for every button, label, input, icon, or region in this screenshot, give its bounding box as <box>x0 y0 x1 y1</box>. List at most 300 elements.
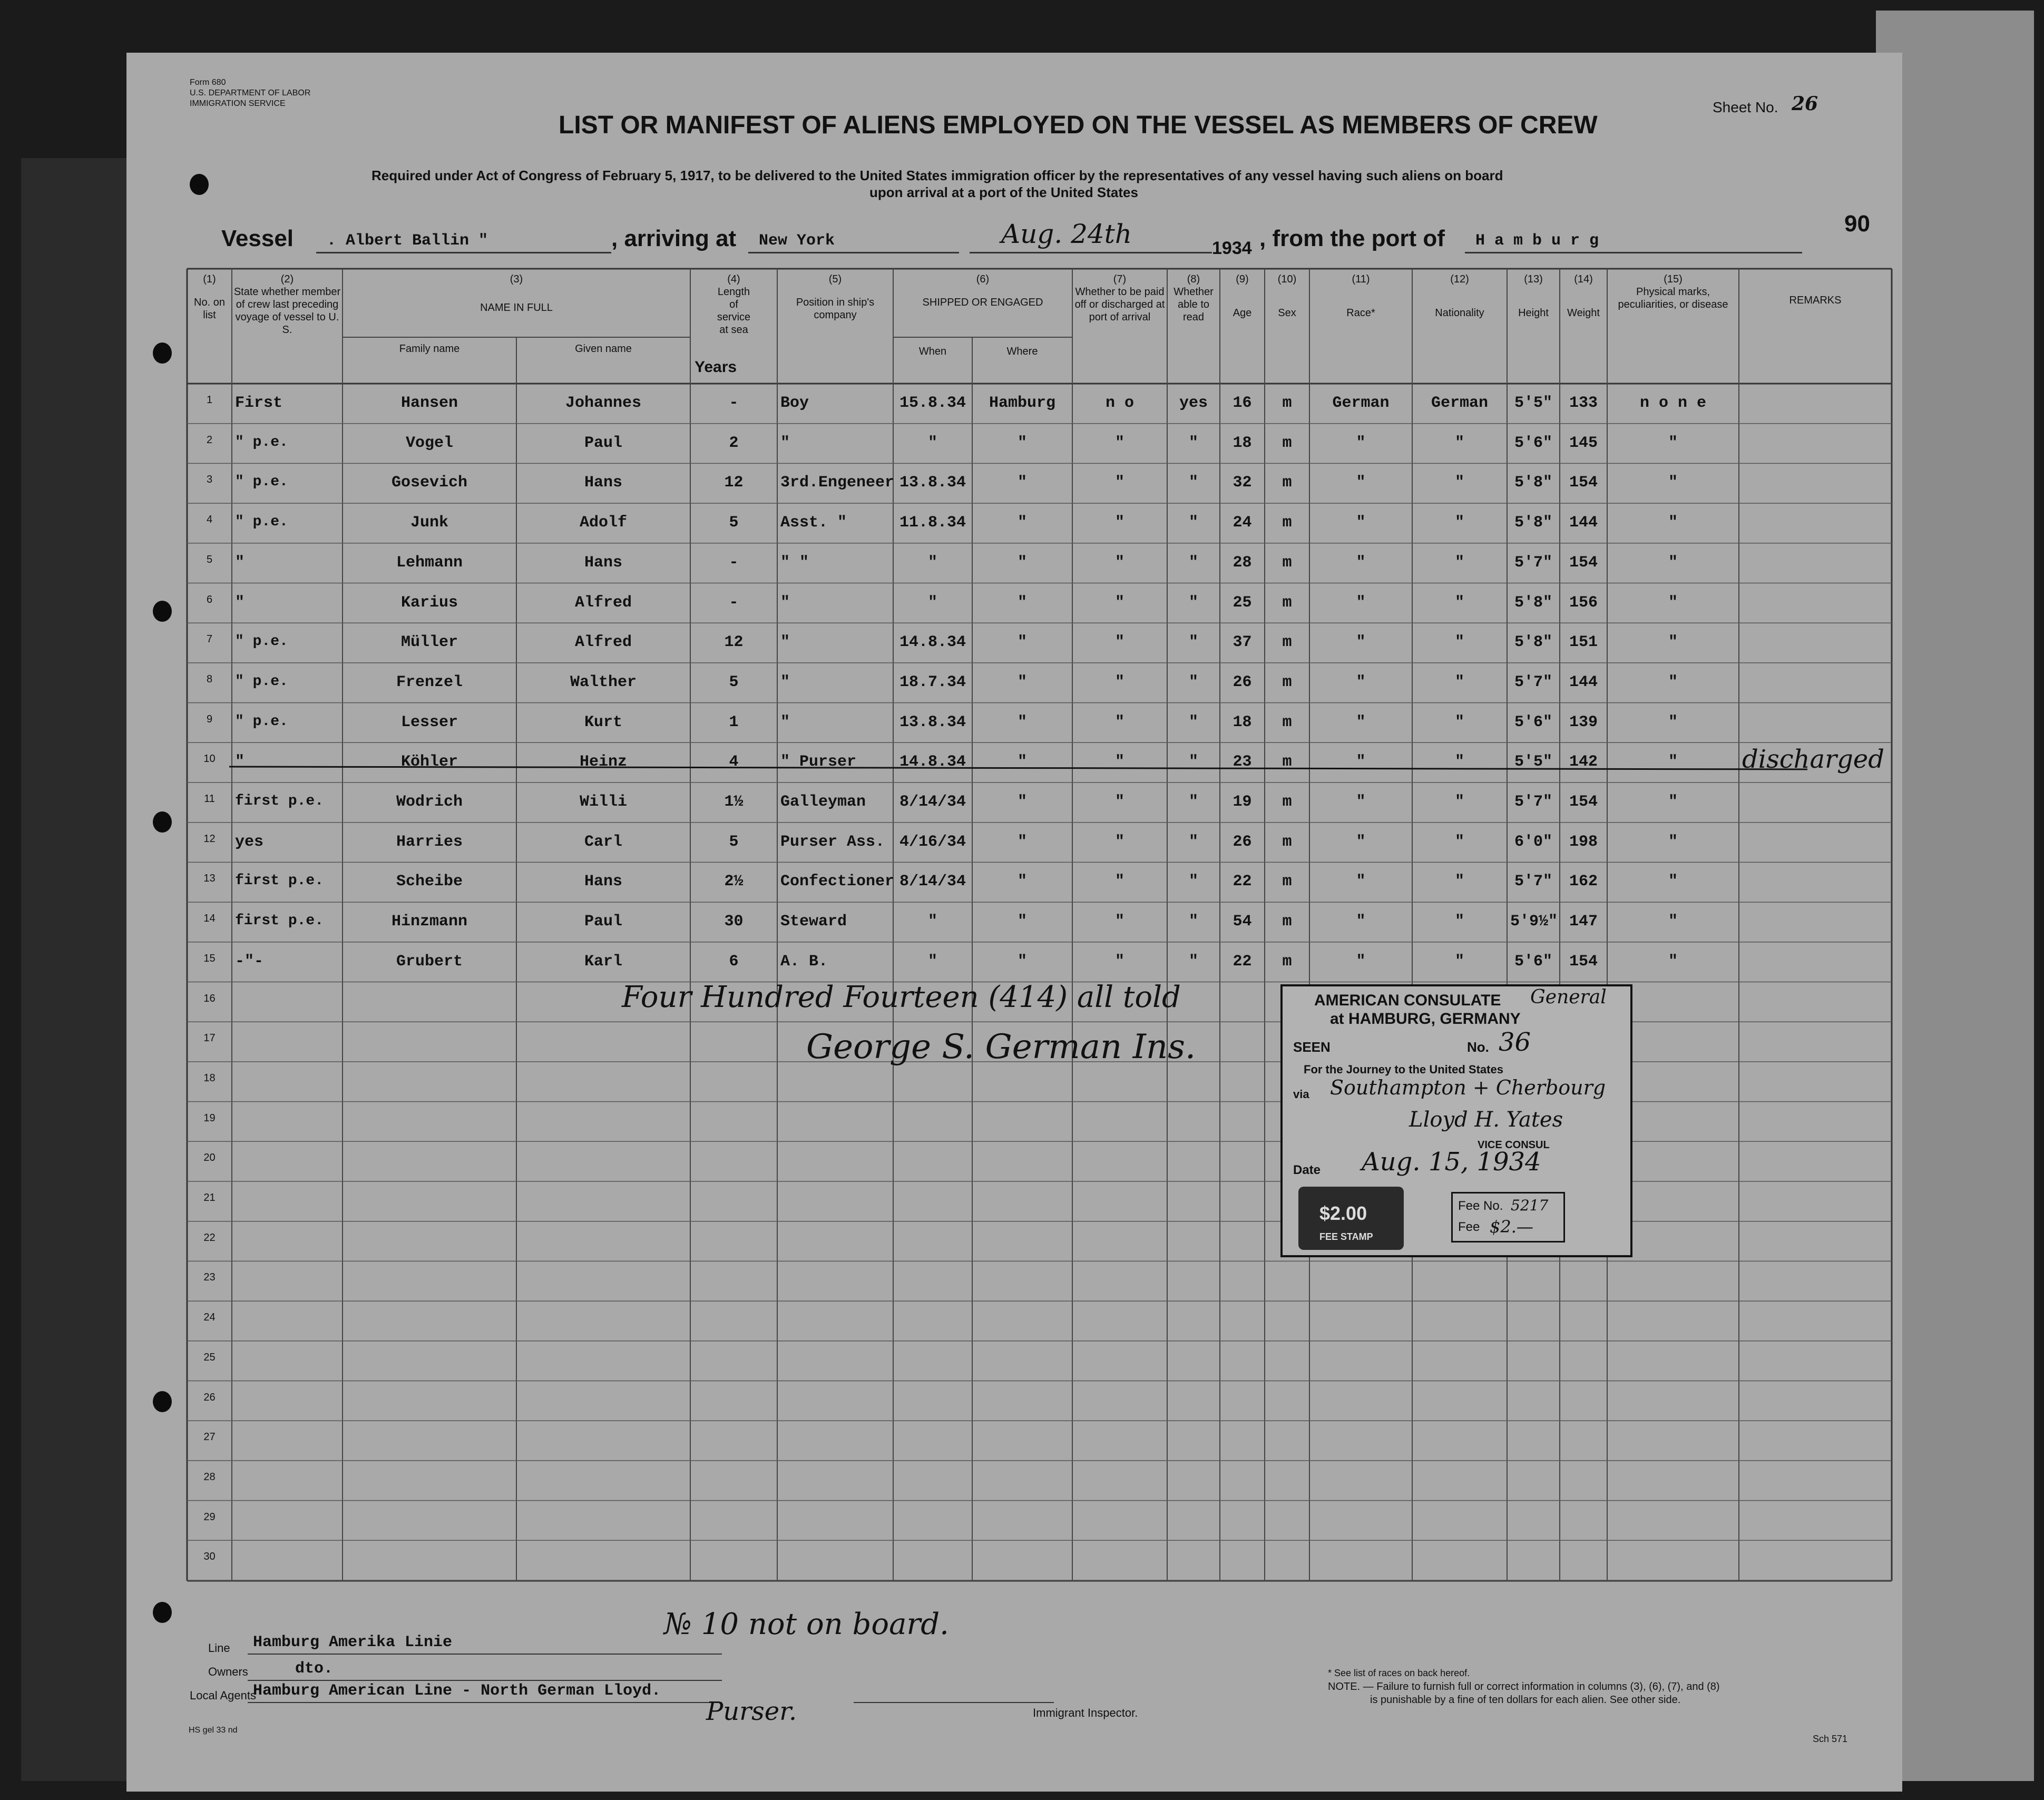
col-header-family-name: Family name <box>399 343 460 355</box>
cell-position: Boy <box>780 394 809 412</box>
cell-sex: m <box>1282 833 1292 851</box>
cell-where: " <box>1017 434 1027 452</box>
printer-code: HS gel 33 nd <box>189 1726 238 1735</box>
cell-years: 5 <box>729 833 739 851</box>
cell-marks: " <box>1668 593 1678 612</box>
cell-sex: m <box>1282 952 1292 971</box>
cell-no: 6 <box>206 593 213 605</box>
line-underline <box>248 1654 722 1655</box>
cell-sex: m <box>1282 913 1292 931</box>
cell-weight: 198 <box>1569 833 1598 851</box>
cell-read: " <box>1188 833 1198 851</box>
cell-no: 19 <box>203 1112 216 1124</box>
col-header-no: (1) No. on list <box>194 273 225 321</box>
cell-when: 14.8.34 <box>899 753 966 771</box>
cell-no: 9 <box>206 713 213 725</box>
via-route: Southampton + Cherbourg <box>1330 1076 1606 1099</box>
cell-family: Köhler <box>400 753 458 771</box>
cell-read: " <box>1188 593 1198 612</box>
cell-when: 11.8.34 <box>899 514 966 532</box>
col-header-age: (9) Age <box>1233 273 1252 319</box>
cell-given: Willi <box>579 793 627 811</box>
cell-weight: 142 <box>1569 753 1598 771</box>
fee-box <box>1451 1192 1565 1243</box>
cell-sex: m <box>1282 553 1292 572</box>
col-header-shipped: (6) SHIPPED OR ENGAGED <box>922 273 1043 308</box>
cell-when: " <box>927 553 937 572</box>
cell-race: " <box>1356 753 1366 771</box>
col-header-remarks: REMARKS <box>1789 295 1842 306</box>
from-port-label: , from the port of <box>1259 226 1445 251</box>
vessel-label: Vessel <box>221 226 294 251</box>
cell-height: 5'6" <box>1514 434 1552 452</box>
cell-years: 2½ <box>724 873 744 891</box>
cell-given: Adolf <box>579 514 627 532</box>
cell-when: 18.7.34 <box>899 673 966 691</box>
cell-prev: -"- <box>235 952 264 971</box>
shipping-line: Hamburg Amerika Linie <box>253 1633 453 1651</box>
cell-when: 8/14/34 <box>899 873 966 891</box>
cell-no: 15 <box>203 952 216 964</box>
years-unit: Years <box>695 358 737 376</box>
cell-paid: " <box>1114 593 1124 612</box>
cell-race: " <box>1356 593 1366 612</box>
cell-nat: " <box>1454 952 1464 971</box>
cell-no: 4 <box>206 514 213 526</box>
cell-paid: " <box>1114 553 1124 572</box>
cell-marks: " <box>1668 673 1678 691</box>
cell-race: " <box>1356 833 1366 851</box>
cell-sex: m <box>1282 713 1292 731</box>
subtitle-line-1: Required under Act of Congress of February 5, 1917, to be delivered to the United States immigration officer by the representatives of any vessel having such aliens on board <box>371 168 1503 183</box>
cell-years: 12 <box>724 633 744 652</box>
cell-no: 28 <box>203 1471 216 1483</box>
cell-years: 2 <box>729 434 739 452</box>
cell-position: " <box>780 434 790 452</box>
cell-years: 5 <box>729 673 739 691</box>
cell-position: Steward <box>780 913 847 931</box>
cell-marks: " <box>1668 833 1678 851</box>
consulate-general: General <box>1530 986 1607 1008</box>
cell-prev: " p.e. <box>235 633 288 650</box>
cell-race: " <box>1356 553 1366 572</box>
cell-when: " <box>927 434 937 452</box>
cell-prev: First <box>235 394 283 412</box>
cell-sex: m <box>1282 394 1292 412</box>
cell-age: 32 <box>1233 474 1252 492</box>
cell-height: 5'7" <box>1514 553 1552 572</box>
cell-height: 5'5" <box>1514 753 1552 771</box>
cell-nat: " <box>1454 553 1464 572</box>
cell-where: Hamburg <box>989 394 1056 412</box>
cell-marks: " <box>1668 434 1678 452</box>
via-label: via <box>1293 1088 1309 1101</box>
cell-age: 24 <box>1233 514 1252 532</box>
cell-race: " <box>1356 793 1366 811</box>
cell-no: 12 <box>203 833 216 845</box>
cell-when: " <box>927 593 937 612</box>
cell-nat: " <box>1454 514 1464 532</box>
cell-height: 5'8" <box>1514 593 1552 612</box>
cell-read: " <box>1188 633 1198 652</box>
cell-years: 4 <box>729 753 739 771</box>
cell-height: 5'5" <box>1514 394 1552 412</box>
cell-nat: " <box>1454 833 1464 851</box>
cell-age: 18 <box>1233 713 1252 731</box>
cell-sex: m <box>1282 593 1292 612</box>
cell-height: 5'9½" <box>1510 913 1558 931</box>
consulate-title: AMERICAN CONSULATE <box>1314 992 1501 1009</box>
consul-signature: Lloyd H. Yates <box>1409 1108 1563 1132</box>
col-header-race: (11) Race* <box>1346 273 1375 319</box>
cell-weight: 156 <box>1569 593 1598 612</box>
cell-no: 7 <box>206 633 213 645</box>
cell-family: Hansen <box>400 394 458 412</box>
cell-age: 25 <box>1233 593 1252 612</box>
cell-prev: " p.e. <box>235 673 288 690</box>
cell-position: A. B. <box>780 952 828 971</box>
cell-no: 14 <box>203 913 216 925</box>
cell-age: 54 <box>1233 913 1252 931</box>
cell-family: Gosevich <box>391 474 468 492</box>
cell-years: 12 <box>724 474 744 492</box>
arriving-label: , arriving at <box>611 226 737 251</box>
cell-nat: " <box>1454 434 1464 452</box>
cell-weight: 139 <box>1569 713 1598 731</box>
cell-position: Galleyman <box>780 793 866 811</box>
cell-position: " Purser <box>780 753 857 771</box>
cell-paid: " <box>1114 753 1124 771</box>
cell-weight: 145 <box>1569 434 1598 452</box>
col-header-sex: (10) Sex <box>1277 273 1297 319</box>
cell-marks: n o n e <box>1639 394 1707 412</box>
cell-age: 19 <box>1233 793 1252 811</box>
cell-weight: 151 <box>1569 633 1598 652</box>
cell-no: 18 <box>203 1072 216 1084</box>
cell-where: " <box>1017 514 1027 532</box>
fee-number: 5217 <box>1511 1197 1549 1214</box>
cell-paid: n o <box>1105 394 1134 412</box>
cell-marks: " <box>1668 753 1678 771</box>
col-header-where: Where <box>1006 346 1038 357</box>
cell-sex: m <box>1282 633 1292 652</box>
cell-weight: 154 <box>1569 793 1598 811</box>
line-label: Line <box>208 1641 230 1655</box>
cell-age: 26 <box>1233 833 1252 851</box>
cell-sex: m <box>1282 474 1292 492</box>
cell-race: " <box>1356 514 1366 532</box>
cell-given: Alfred <box>574 633 632 652</box>
stamp-number: 36 <box>1499 1028 1531 1057</box>
cell-years: - <box>729 593 739 612</box>
purser-signature: Purser. <box>706 1697 797 1726</box>
cell-no: 10 <box>203 753 216 765</box>
cell-given: Karl <box>584 952 622 971</box>
cell-age: 22 <box>1233 952 1252 971</box>
cell-height: 5'8" <box>1514 474 1552 492</box>
col-header-weight: (14) Weight <box>1567 273 1600 319</box>
cell-nat: " <box>1454 474 1464 492</box>
cell-given: Walther <box>570 673 637 691</box>
cell-read: " <box>1188 952 1198 971</box>
cell-prev: yes <box>235 833 264 851</box>
cell-where: " <box>1017 833 1027 851</box>
cell-no: 23 <box>203 1271 216 1284</box>
cell-when: " <box>927 913 937 931</box>
page-stamp: 90 <box>1844 211 1870 237</box>
seen-label: SEEN <box>1293 1039 1331 1055</box>
cell-where: " <box>1017 873 1027 891</box>
cell-paid: " <box>1114 434 1124 452</box>
cell-prev: first p.e. <box>235 873 324 889</box>
cell-read: " <box>1188 553 1198 572</box>
cell-paid: " <box>1114 474 1124 492</box>
cell-nat: German <box>1431 394 1489 412</box>
col-header-height: (13) Height <box>1518 273 1549 319</box>
cell-no: 20 <box>203 1152 216 1164</box>
cell-race: German <box>1332 394 1390 412</box>
stamp-date-label: Date <box>1293 1163 1321 1177</box>
owners-label: Owners <box>208 1665 248 1678</box>
cell-years: 6 <box>729 952 739 971</box>
cell-paid: " <box>1114 913 1124 931</box>
arrival-date: Aug. 24th <box>1001 219 1132 249</box>
cell-prev: " p.e. <box>235 434 288 451</box>
cell-height: 5'8" <box>1514 633 1552 652</box>
cell-read: " <box>1188 713 1198 731</box>
cell-years: - <box>729 394 739 412</box>
cell-race: " <box>1356 673 1366 691</box>
cell-family: Müller <box>400 633 458 652</box>
cell-no: 3 <box>206 474 213 486</box>
cell-age: 16 <box>1233 394 1252 412</box>
vessel-name: . Albert Ballin " <box>327 232 488 250</box>
cell-family: Lehmann <box>396 553 463 572</box>
inspector-label: Immigrant Inspector. <box>1033 1706 1138 1719</box>
cell-where: " <box>1017 753 1027 771</box>
fee-stamp <box>1298 1187 1404 1250</box>
cell-when: 13.8.34 <box>899 713 966 731</box>
col-header-nationality: (12) Nationality <box>1435 273 1484 319</box>
cell-marks: " <box>1668 913 1678 931</box>
cell-family: Lesser <box>400 713 458 731</box>
total-crew-note: Four Hundred Fourteen (414) all told <box>622 980 1181 1014</box>
departure-port: H a m b u r g <box>1475 232 1599 250</box>
cell-weight: 154 <box>1569 952 1598 971</box>
cell-read: " <box>1188 913 1198 931</box>
subtitle-line-2: upon arrival at a port of the United States <box>869 184 1138 200</box>
cell-where: " <box>1017 913 1027 931</box>
form-number: Form 680 <box>190 78 226 87</box>
local-agents-value: Hamburg American Line - North German Lloyd. <box>253 1682 661 1700</box>
cell-age: 26 <box>1233 673 1252 691</box>
col-header-service-length: (4) Length of service at sea <box>717 273 751 336</box>
cell-when: " <box>927 952 937 971</box>
cell-no: 24 <box>203 1312 216 1324</box>
inspector-line <box>854 1702 1054 1703</box>
cell-given: Carl <box>584 833 622 851</box>
sheet-label: Sheet No. <box>1713 99 1778 115</box>
cell-given: Paul <box>584 913 622 931</box>
cell-where: " <box>1017 474 1027 492</box>
cell-read: " <box>1188 514 1198 532</box>
cell-nat: " <box>1454 913 1464 931</box>
fee-stamp-amount: $2.00 <box>1319 1202 1367 1224</box>
cell-prev: " <box>235 553 245 572</box>
cell-given: Heinz <box>579 753 627 771</box>
cell-height: 5'6" <box>1514 713 1552 731</box>
cell-prev: first p.e. <box>235 913 324 930</box>
penalty-note-1: NOTE. — Failure to furnish full or correct information in columns (3), (6), (7), and (8) <box>1328 1681 1720 1693</box>
cell-no: 25 <box>203 1351 216 1363</box>
cell-height: 5'7" <box>1514 673 1552 691</box>
cell-prev: first p.e. <box>235 793 324 809</box>
cell-prev: " <box>235 593 245 612</box>
cell-years: - <box>729 553 739 572</box>
cell-given: Hans <box>584 553 622 572</box>
cell-where: " <box>1017 793 1027 811</box>
cell-no: 21 <box>203 1192 216 1204</box>
cell-race: " <box>1356 474 1366 492</box>
stamp-no-label: No. <box>1467 1039 1489 1055</box>
agents-underline <box>248 1702 722 1703</box>
cell-position: " <box>780 673 790 691</box>
cell-height: 5'8" <box>1514 514 1552 532</box>
cell-sex: m <box>1282 673 1292 691</box>
cell-prev: " p.e. <box>235 713 288 730</box>
cell-when: 8/14/34 <box>899 793 966 811</box>
col-header-name: (3) NAME IN FULL <box>480 273 553 314</box>
cell-read: " <box>1188 793 1198 811</box>
cell-marks: " <box>1668 952 1678 971</box>
cell-read: " <box>1188 873 1198 891</box>
cell-race: " <box>1356 952 1366 971</box>
cell-where: " <box>1017 593 1027 612</box>
races-note: * See list of races on back hereof. <box>1328 1668 1470 1678</box>
cell-marks: " <box>1668 474 1678 492</box>
cell-sex: m <box>1282 514 1292 532</box>
cell-sex: m <box>1282 753 1292 771</box>
cell-nat: " <box>1454 753 1464 771</box>
cell-sex: m <box>1282 434 1292 452</box>
cell-no: 16 <box>203 992 216 1004</box>
cell-where: " <box>1017 553 1027 572</box>
cell-family: Karius <box>400 593 458 612</box>
cell-when: 4/16/34 <box>899 833 966 851</box>
cell-race: " <box>1356 913 1366 931</box>
cell-marks: " <box>1668 873 1678 891</box>
not-on-board-note: № 10 not on board. <box>664 1607 949 1641</box>
cell-position: " <box>780 633 790 652</box>
cell-nat: " <box>1454 673 1464 691</box>
penalty-note-2: is punishable by a fine of ten dollars for each alien. See other side. <box>1370 1694 1681 1706</box>
cell-when: 15.8.34 <box>899 394 966 412</box>
cell-position: Confectioner <box>780 873 895 891</box>
fee-amount: $2.— <box>1490 1217 1533 1237</box>
cell-paid: " <box>1114 793 1124 811</box>
col-header-when: When <box>918 346 947 357</box>
cell-height: 5'6" <box>1514 952 1552 971</box>
cell-remarks: discharged <box>1742 745 1884 775</box>
cell-when: 13.8.34 <box>899 474 966 492</box>
cell-given: Johannes <box>565 394 642 412</box>
col-header-given-name: Given name <box>575 343 632 355</box>
cell-weight: 144 <box>1569 673 1598 691</box>
cell-read: " <box>1188 753 1198 771</box>
cell-when: 14.8.34 <box>899 633 966 652</box>
cell-read: " <box>1188 673 1198 691</box>
cell-race: " <box>1356 434 1366 452</box>
cell-weight: 162 <box>1569 873 1598 891</box>
cell-family: Scheibe <box>396 873 463 891</box>
arrival-year: 1934 <box>1212 238 1252 258</box>
sheet-number: 26 <box>1792 93 1818 115</box>
cell-no: 22 <box>203 1231 216 1244</box>
cell-given: Hans <box>584 873 622 891</box>
cell-family: Junk <box>410 514 448 532</box>
cell-position: " <box>780 593 790 612</box>
cell-family: Wodrich <box>396 793 463 811</box>
cell-years: 5 <box>729 514 739 532</box>
col-header-paid-off: (7) Whether to be paid off or discharged at port of arrival <box>1074 273 1165 323</box>
cell-years: 1 <box>729 713 739 731</box>
journey-label: For the Journey to the United States <box>1304 1063 1503 1076</box>
cell-paid: " <box>1114 873 1124 891</box>
stamp-date: Aug. 15, 1934 <box>1362 1147 1541 1177</box>
cell-no: 17 <box>203 1032 216 1044</box>
cell-paid: " <box>1114 673 1124 691</box>
cell-where: " <box>1017 952 1027 971</box>
cell-paid: " <box>1114 952 1124 971</box>
cell-nat: " <box>1454 793 1464 811</box>
arrival-port: New York <box>759 232 835 250</box>
cell-read: yes <box>1179 394 1208 412</box>
cell-marks: " <box>1668 793 1678 811</box>
inspector-signature: George S. German Ins. <box>806 1028 1196 1067</box>
cell-no: 13 <box>203 873 216 885</box>
owners-underline <box>248 1680 722 1681</box>
cell-family: Frenzel <box>396 673 463 691</box>
cell-paid: " <box>1114 833 1124 851</box>
cell-race: " <box>1356 633 1366 652</box>
cell-prev: " p.e. <box>235 474 288 491</box>
cell-read: " <box>1188 434 1198 452</box>
cell-position: " " <box>780 553 809 572</box>
cell-marks: " <box>1668 633 1678 652</box>
cell-where: " <box>1017 633 1027 652</box>
cell-family: Vogel <box>405 434 453 452</box>
cell-marks: " <box>1668 514 1678 532</box>
vice-consul-label: VICE CONSUL <box>1478 1139 1550 1151</box>
cell-paid: " <box>1114 514 1124 532</box>
cell-where: " <box>1017 713 1027 731</box>
cell-age: 37 <box>1233 633 1252 652</box>
cell-height: 5'7" <box>1514 873 1552 891</box>
cell-no: 27 <box>203 1431 216 1443</box>
cell-where: " <box>1017 673 1027 691</box>
fee-number-label: Fee No. <box>1458 1199 1503 1213</box>
cell-position: Purser Ass. <box>780 833 885 851</box>
department-name: U.S. DEPARTMENT OF LABOR <box>190 89 311 97</box>
cell-weight: 147 <box>1569 913 1598 931</box>
cell-sex: m <box>1282 793 1292 811</box>
cell-weight: 154 <box>1569 474 1598 492</box>
cell-weight: 144 <box>1569 514 1598 532</box>
cell-years: 1½ <box>724 793 744 811</box>
cell-height: 6'0" <box>1514 833 1552 851</box>
cell-no: 26 <box>203 1391 216 1403</box>
cell-prev: " <box>235 753 245 771</box>
